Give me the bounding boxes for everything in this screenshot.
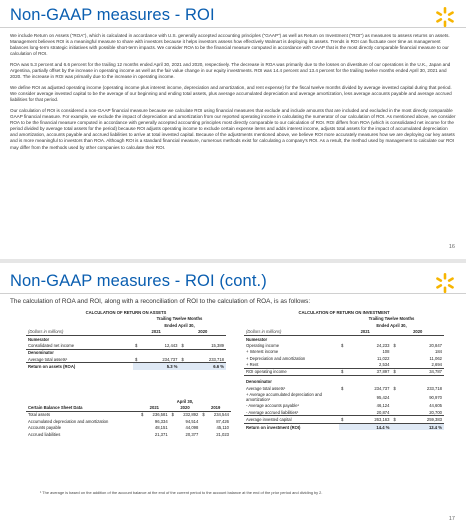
avg-al-label: - Average accrued liabilities¹ — [244, 409, 339, 416]
roa-period-sub: Ended April 30, — [164, 322, 195, 328]
balance-caption: Certain Balance Sheet Data — [26, 404, 139, 411]
avg-invested-capital-2021: 263,163 — [344, 416, 391, 423]
roi-avg-assets-label: Average total assets¹ — [246, 385, 286, 391]
avg-al-2021: 20,874 — [344, 409, 391, 416]
balance-value: 48,151 — [154, 425, 168, 431]
roi-period-sub: Ended April 30, — [376, 322, 407, 328]
balance-value: 44,098 — [185, 425, 199, 431]
paragraph-roa-roi-intro: We include Return on Assets ("ROA"), which is calculated in accordance with U.S. generally accepted accounting principles ("GAAP") as well as Return on Investment ("ROI") as measures to assess returns on assets. Management believes ROI is a meaningful measure to share with investors because it helps investors assess how effectively Walmart is deploying its assets. Trends in ROI can fluctuate over time as management balances long-term strategic initiatives with possible short-term impacts. We consider ROA to be the financial measure computed in accordance with GAAP that is the most directly comparable financial measure to our calculation of ROI. — [10, 33, 450, 57]
roi-operating-income-label: ROI operating income — [244, 368, 339, 375]
roi-avg-assets-2020: 233,718 — [426, 385, 442, 391]
avg-invested-capital-2020: 259,383 — [396, 416, 444, 423]
paragraph-non-gaap-explanation: Our calculation of ROI is considered a non-GAAP financial measure because we calculate ROI using financial measures that exclude and include amounts that are included and excluded in the most directly comparable GAAP financial measure. For example, we exclude the impact of depreciation and amortization from our reported operating income in calculating the numerator of our calculation of ROI. As mentioned above, we consider ROA to be the financial measure computed in accordance with generally accepted accounting principles most directly comparable to our calculation of ROI. ROI differs from ROA (which is consolidated net income for the period divided by average total assets for the period) because ROI adjusts operating income to exclude certain expense items and adds interest income, adjusts total assets for the impact of accumulated depreciation and amortization, accounts payable and accrued liabilities to arrive at total invested capital. Because of the adjustments mentioned above, we believe ROI more accurately measures how we are deploying our key assets and is more meaningful to investors than ROA. Although ROI is a standard financial measure, numerous methods exist for calculating a company's ROI. As a result, the method used by management to calculate our ROI may differ from the methods used by other companies to calculate their ROI. — [10, 107, 456, 150]
balance-value: 20,377 — [185, 431, 199, 437]
roi-operating-income-2020: 34,787 — [396, 368, 444, 375]
roa-numerator-label: Numerator — [28, 336, 50, 342]
operating-income-2021: 24,233 — [376, 342, 390, 348]
footnote: ¹ The average is based on the addition of the account balance at the end of the current period to the account balance at the end of the prior period and dividing by 2. — [40, 490, 323, 495]
title-divider — [0, 293, 466, 294]
avg-total-assets-2020: 233,718 — [184, 356, 226, 363]
balance-row-label: Accumulated depreciation and amortization — [28, 418, 109, 424]
roi-label: Return on investment (ROI) — [246, 424, 301, 430]
page-number: 17 — [448, 516, 455, 522]
roi-year: 2020 — [391, 328, 444, 335]
roi-denominator-label: Denominator — [246, 379, 272, 385]
roa-caption: CALCULATION OF RETURN ON ASSETS — [85, 309, 167, 315]
roi-2020: 13.4 % — [396, 423, 444, 430]
interest-income-2021: 108 — [382, 349, 390, 355]
roi-avg-assets-2021: 234,737 — [374, 385, 390, 391]
interest-income-label: + Interest income — [246, 349, 279, 355]
net-income-2021: 12,443 — [138, 342, 179, 349]
rent-2020: 2,694 — [396, 361, 444, 368]
title-divider — [0, 27, 466, 28]
da-2021: 11,022 — [376, 355, 390, 361]
avg-ap-2020: 44,605 — [429, 403, 442, 409]
balance-value: 21,023 — [216, 431, 229, 437]
page-number: 16 — [448, 244, 455, 250]
rent-2021: 2,534 — [344, 361, 391, 368]
operating-income-label: Operating income — [246, 342, 280, 348]
slide-title: Non-GAAP measures - ROI (cont.) — [10, 272, 267, 290]
walmart-spark-icon — [434, 6, 456, 28]
balance-row-label: Accrued liabilities — [28, 431, 61, 437]
rent-label: + Rent — [244, 361, 339, 368]
roi-period-header: Trailing Twelve Months — [368, 316, 415, 322]
interest-income-2020: 184 — [435, 349, 442, 355]
balance-value: 236,581 — [152, 412, 168, 418]
balance-value: 94,514 — [185, 418, 199, 424]
roa-year: 2020 — [179, 328, 226, 335]
roi-units: (Dollars in millions) — [244, 328, 339, 335]
balance-year: 2019 — [200, 404, 231, 411]
paragraph-roi-definition: We define ROI as adjusted operating income (operating income plus interest income, depreciation and amortization, and rent expense) for the fiscal twelve months divided by average invested capital during that period. We consider average invested capital to be the average of our beginning and ending total assets, plus average accumulated depreciation and average amortization, less average accounts payable and average accrued liabilities for that period. — [10, 84, 452, 103]
roa-2020: 6.6 % — [184, 363, 226, 370]
roa-period-header: Trailing Twelve Months — [156, 316, 203, 322]
balance-year: 2020 — [170, 404, 201, 411]
avg-al-2020: 20,700 — [396, 409, 444, 416]
roi-operating-income-2021: 37,897 — [344, 368, 391, 375]
operating-income-2020: 20,847 — [429, 342, 442, 348]
avg-ad-2020: 90,970 — [429, 394, 442, 400]
avg-total-assets-label: Average total assets¹ — [26, 356, 133, 363]
roa-table: CALCULATION OF RETURN ON ASSETS Trailing Twelve Months Ended April 30, (Dollars in millions) 2021 2020 Numerator Consolidated net income $ 12,443 $ 15,389 Denominator Average total assets¹ $ 234,737 $ 233,718 Return on assets (ROA) 5.3 % 6.6 % — [28, 309, 224, 369]
balance-value: 96,334 — [154, 418, 168, 424]
da-label: + Depreciation and amortization — [246, 355, 306, 361]
avg-ad-2021: 95,424 — [376, 394, 390, 400]
da-2020: 11,062 — [429, 355, 442, 361]
slide-roi-cont — [0, 263, 466, 530]
roi-2021: 14.4 % — [344, 423, 391, 430]
balance-value: 21,371 — [154, 431, 168, 437]
balance-value: 234,544 — [213, 412, 229, 418]
roi-year: 2021 — [339, 328, 391, 335]
net-income-label: Consolidated net income — [26, 342, 133, 349]
walmart-spark-icon — [434, 272, 456, 294]
avg-ap-2021: 46,124 — [376, 403, 390, 409]
roi-caption: CALCULATION OF RETURN ON INVESTMENT — [298, 309, 390, 315]
avg-ap-label: - Average accounts payable¹ — [246, 403, 299, 409]
slide-body — [10, 33, 456, 155]
balance-value: 45,110 — [216, 425, 229, 431]
balance-period-header: April 30, — [176, 398, 194, 404]
avg-ad-label: + Average accumulated depreciation and amortization¹ — [246, 392, 322, 402]
avg-total-assets-2021: 234,737 — [138, 356, 179, 363]
avg-invested-capital-label: Average invested capital — [244, 416, 339, 423]
roa-year: 2021 — [133, 328, 179, 335]
balance-row-label: Total assets — [28, 412, 51, 418]
balance-value: 232,892 — [183, 412, 199, 418]
roa-label: Return on assets (ROA) — [28, 364, 76, 369]
balance-row-label: Accounts payable — [28, 425, 62, 431]
balance-sheet-table: April 30, Certain Balance Sheet Data 2021 2020 2019 Total assets $ 236,581 $ 232,892 $ 234,544 Accumulated depreciation and amortization 96,334 94,514 87,426 Accounts payable 48,151 44,098 45,110 Accrued liabilities 21,371 20,377 21,023 — [28, 398, 229, 437]
roa-2021: 5.3 % — [138, 363, 179, 370]
balance-year: 2021 — [139, 404, 170, 411]
net-income-2020: 15,389 — [184, 342, 226, 349]
roi-table: CALCULATION OF RETURN ON INVESTMENT Trailing Twelve Months Ended April 30, (Dollars in millions) 2021 2020 Numerator Operating income $ 24,233 $ 20,847 + Interest income 108 184 + Depreciation and amortization 11,022 11,062 + Rent 2,534 2,694 ROI operating income $ 37,897 $ 34,787 Denominator Average total assets¹ $ 234,737 $ 233,718 + Average accumulated depreciation and amortization¹ 95,424 90,970 - Average accounts payable¹ 46,124 44,605 - Average accrued liabilities¹ 20,874 20,700 Average invested capital $ 263,163 $ 259,383 Return on investment (ROI) 14.4 % 13.4 % — [246, 309, 442, 430]
paragraph-roa-results: ROA was 5.3 percent and 6.6 percent for the trailing 12 months ended April 30, 2021 and 2020, respectively. The decrease in ROA was primarily due to the losses on divestiture of our operations in the U.K., Japan and Argentina, partially offset by the increase in operating income as well as the fair value change in our equity investments. ROI was 14.4 percent and 13.4 percent for the trailing twelve months ended April 30, 2021 and 2020. The increase in ROI was primarily due to the increase in operating income. — [10, 62, 451, 80]
intro-text: The calculation of ROA and ROI, along with a reconciliation of ROI to the calculation of ROA, is as follows: — [10, 298, 311, 305]
slide-roi — [0, 0, 466, 259]
roi-numerator-label: Numerator — [246, 336, 268, 342]
roa-denominator-label: Denominator — [28, 350, 54, 356]
balance-value: 87,426 — [216, 418, 229, 424]
roa-units: (Dollars in millions) — [26, 328, 133, 335]
slide-title: Non-GAAP measures - ROI — [10, 6, 215, 24]
